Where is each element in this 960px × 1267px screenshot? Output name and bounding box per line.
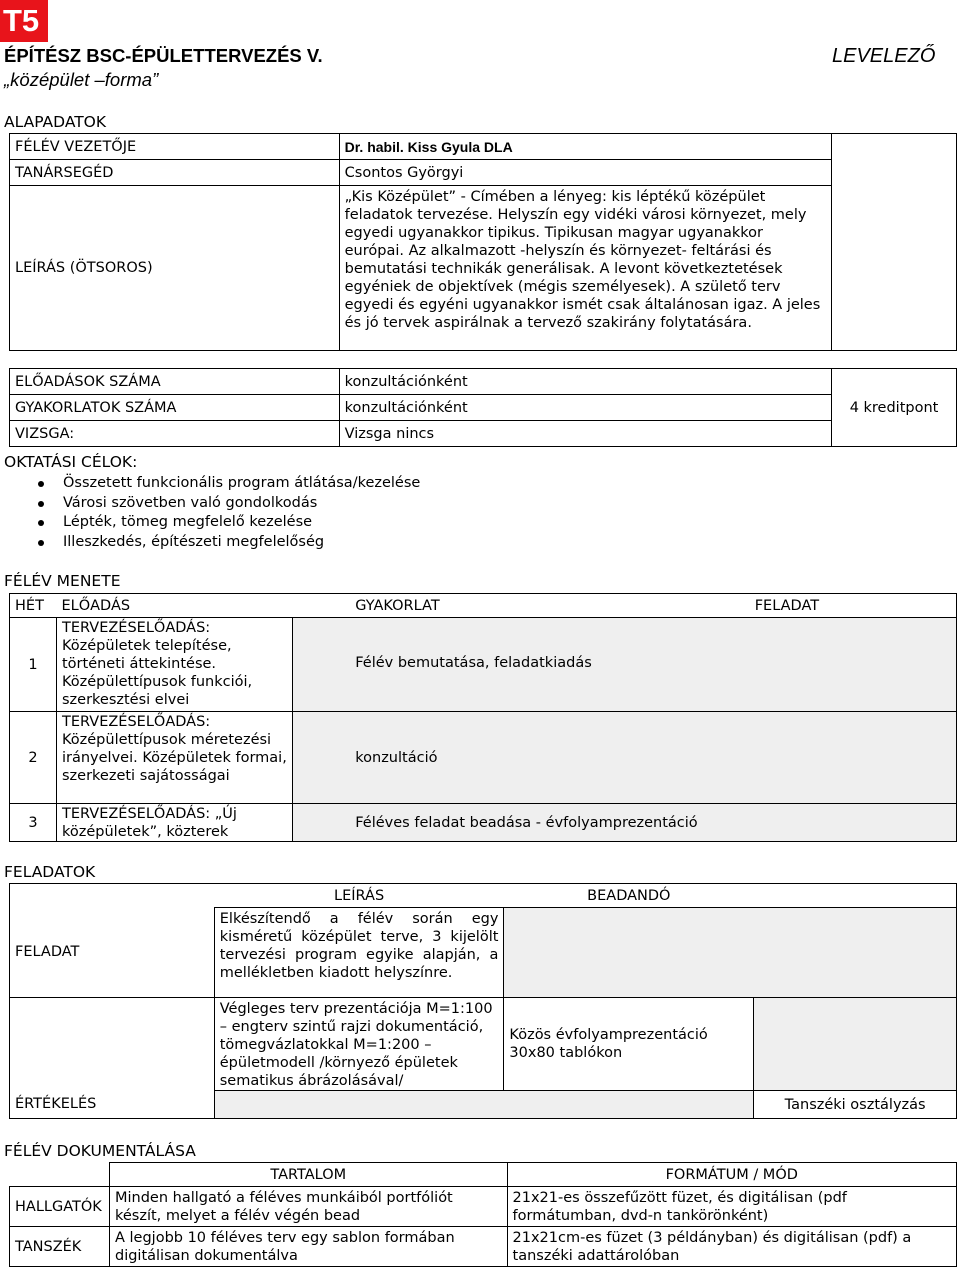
spacer-row: [10, 351, 957, 369]
description-label: LEÍRÁS (ÖTSOROS): [10, 186, 340, 351]
credit-value: 4 kreditpont: [832, 369, 957, 447]
col-gyakorlat: GYAKORLAT: [350, 594, 749, 618]
empty-cell: [754, 884, 957, 908]
alapadatok-table: [9, 133, 957, 447]
lecture-cell: TERVEZÉSELŐADÁS: Középülettípusok méretezési irányelvei. Középületek formai, szerkezeti sajátosságai: [56, 712, 292, 804]
empty-cell: [214, 1091, 753, 1119]
practice-label: GYAKORLATOK SZÁMA: [10, 395, 340, 421]
table-row: [10, 618, 957, 712]
lectures-label: ELŐADÁSOK SZÁMA: [10, 369, 340, 395]
empty-cell: [10, 998, 215, 1091]
leader-value: Dr. habil. Kiss Gyula DLA: [339, 134, 831, 160]
tasks-heading: FELADATOK: [4, 863, 96, 881]
empty-cell: [504, 908, 957, 998]
course-code-badge: T5: [0, 0, 48, 42]
assistant-label: TANÁRSEGÉD: [10, 160, 340, 186]
tasks-table: [9, 883, 957, 1119]
row-label: HALLGATÓK: [10, 1187, 110, 1227]
deliverables-description: Végleges terv prezentációja M=1:100 – engterv szintű rajzi dokumentáció, tömegvázlatokkal M=1:200 – épületmodell /környező épületek sematikus ábrázolásával/: [214, 998, 504, 1091]
col-beadando: BEADANDÓ: [504, 884, 754, 908]
week-number: 3: [10, 804, 57, 842]
course-subtitle: „középület –forma”: [4, 69, 159, 90]
col-formatum: FORMÁTUM / MÓD: [507, 1163, 956, 1187]
assistant-value: Csontos Györgyi: [339, 160, 831, 186]
exam-label: VIZSGA:: [10, 421, 340, 447]
table-row: [10, 1187, 957, 1227]
empty-cell: [832, 134, 957, 351]
content-cell: Minden hallgató a féléves munkáiból portfóliót készít, melyet a félév végén bead: [109, 1187, 507, 1227]
goals-list: [38, 474, 420, 552]
task-label: FELADAT: [10, 908, 215, 998]
table-row: [10, 1227, 957, 1267]
col-leiras: LEÍRÁS: [214, 884, 504, 908]
practice-value: konzultációnként: [339, 395, 831, 421]
format-cell: 21x21cm-es füzet (3 példányban) és digitálisan (pdf) a tanszéki adattárolóban: [507, 1227, 956, 1267]
empty-cell: [292, 618, 350, 712]
description-value: „Kis Középület” - Címében a lényeg: kis léptékű középület feladatok tervezése. Helyszín egy vidéki városi környezet, mely egyedi ugyanakkor tipikus. Tipikusan magyar ugyanakkor európai. Az alkalmazott -helyszín és környezet- feltárási és bemutatási technikák generálisak. A levont következtetések egyéniek de objektívek (mégis személyesek). A születő terv egyedi és egyéni ugyanakkor ismét csak általánosan igaz. A jeles és jó tervek aspirálnak a tervező szakirány folytatására.: [339, 186, 831, 351]
week-number: 1: [10, 618, 57, 712]
empty-cell: [10, 884, 215, 908]
format-cell: 21x21-es összefűzött füzet, és digitálisan (pdf formátumban, dvd-n tankörönként): [507, 1187, 956, 1227]
lecture-cell: TERVEZÉSELŐADÁS: „Új középületek”, közterek: [56, 804, 292, 842]
practice-cell: Félév bemutatása, feladatkiadás: [350, 618, 749, 712]
empty-cell: [754, 998, 957, 1091]
schedule-heading: FÉLÉV MENETE: [4, 572, 121, 590]
empty-cell: [292, 712, 350, 804]
practice-cell: Féléves feladat beadása - évfolyamprezentáció: [350, 804, 956, 842]
submission-cell: Közös évfolyamprezentáció 30x80 tablókon: [504, 998, 754, 1091]
empty-cell: [750, 618, 957, 712]
task-description: Elkészítendő a félév során egy kisméretű középület terve, 3 kijelölt tervezési program egyike alapján, a mellékletben kiadott helyszínre.: [214, 908, 504, 998]
schedule-table: [9, 593, 957, 842]
empty-cell: [750, 712, 957, 804]
row-label: TANSZÉK: [10, 1227, 110, 1267]
list-item: Illeszkedés, építészeti megfelelőség: [38, 533, 420, 553]
lecture-cell: TERVEZÉSELŐADÁS: Középületek telepítése, történeti áttekintése. Középülettípusok funkciói, szerkesztési elvei: [56, 618, 292, 712]
exam-value: Vizsga nincs: [339, 421, 831, 447]
list-item: Városi szövetben való gondolkodás: [38, 494, 420, 514]
content-cell: A legjobb 10 féléves terv egy sablon formában digitálisan dokumentálva: [109, 1227, 507, 1267]
documentation-table: [9, 1162, 957, 1267]
lectures-value: konzultációnként: [339, 369, 831, 395]
col-eloadas: ELŐADÁS: [56, 594, 350, 618]
alapadatok-heading: ALAPADATOK: [4, 113, 107, 131]
leader-label: FÉLÉV VEZETŐJE: [10, 134, 340, 160]
week-number: 2: [10, 712, 57, 804]
col-het: HÉT: [10, 594, 57, 618]
col-tartalom: TARTALOM: [109, 1163, 507, 1187]
course-title: ÉPÍTÉSZ BSC-ÉPÜLETTERVEZÉS V.: [4, 45, 323, 66]
empty-cell: [292, 804, 350, 842]
table-row: [10, 804, 957, 842]
goals-heading: OKTATÁSI CÉLOK:: [4, 453, 138, 471]
empty-cell: [10, 1163, 110, 1187]
documentation-heading: FÉLÉV DOKUMENTÁLÁSA: [4, 1142, 196, 1160]
table-row: [10, 712, 957, 804]
evaluation-label: ÉRTÉKELÉS: [10, 1091, 215, 1119]
list-item: Összetett funkcionális program átlátása/kezelése: [38, 474, 420, 494]
col-feladat: FELADAT: [750, 594, 957, 618]
evaluation-value: Tanszéki osztályzás: [754, 1091, 957, 1119]
practice-cell: konzultáció: [350, 712, 749, 804]
list-item: Lépték, tömeg megfelelő kezelése: [38, 513, 420, 533]
course-mode: LEVELEZŐ: [832, 45, 936, 67]
